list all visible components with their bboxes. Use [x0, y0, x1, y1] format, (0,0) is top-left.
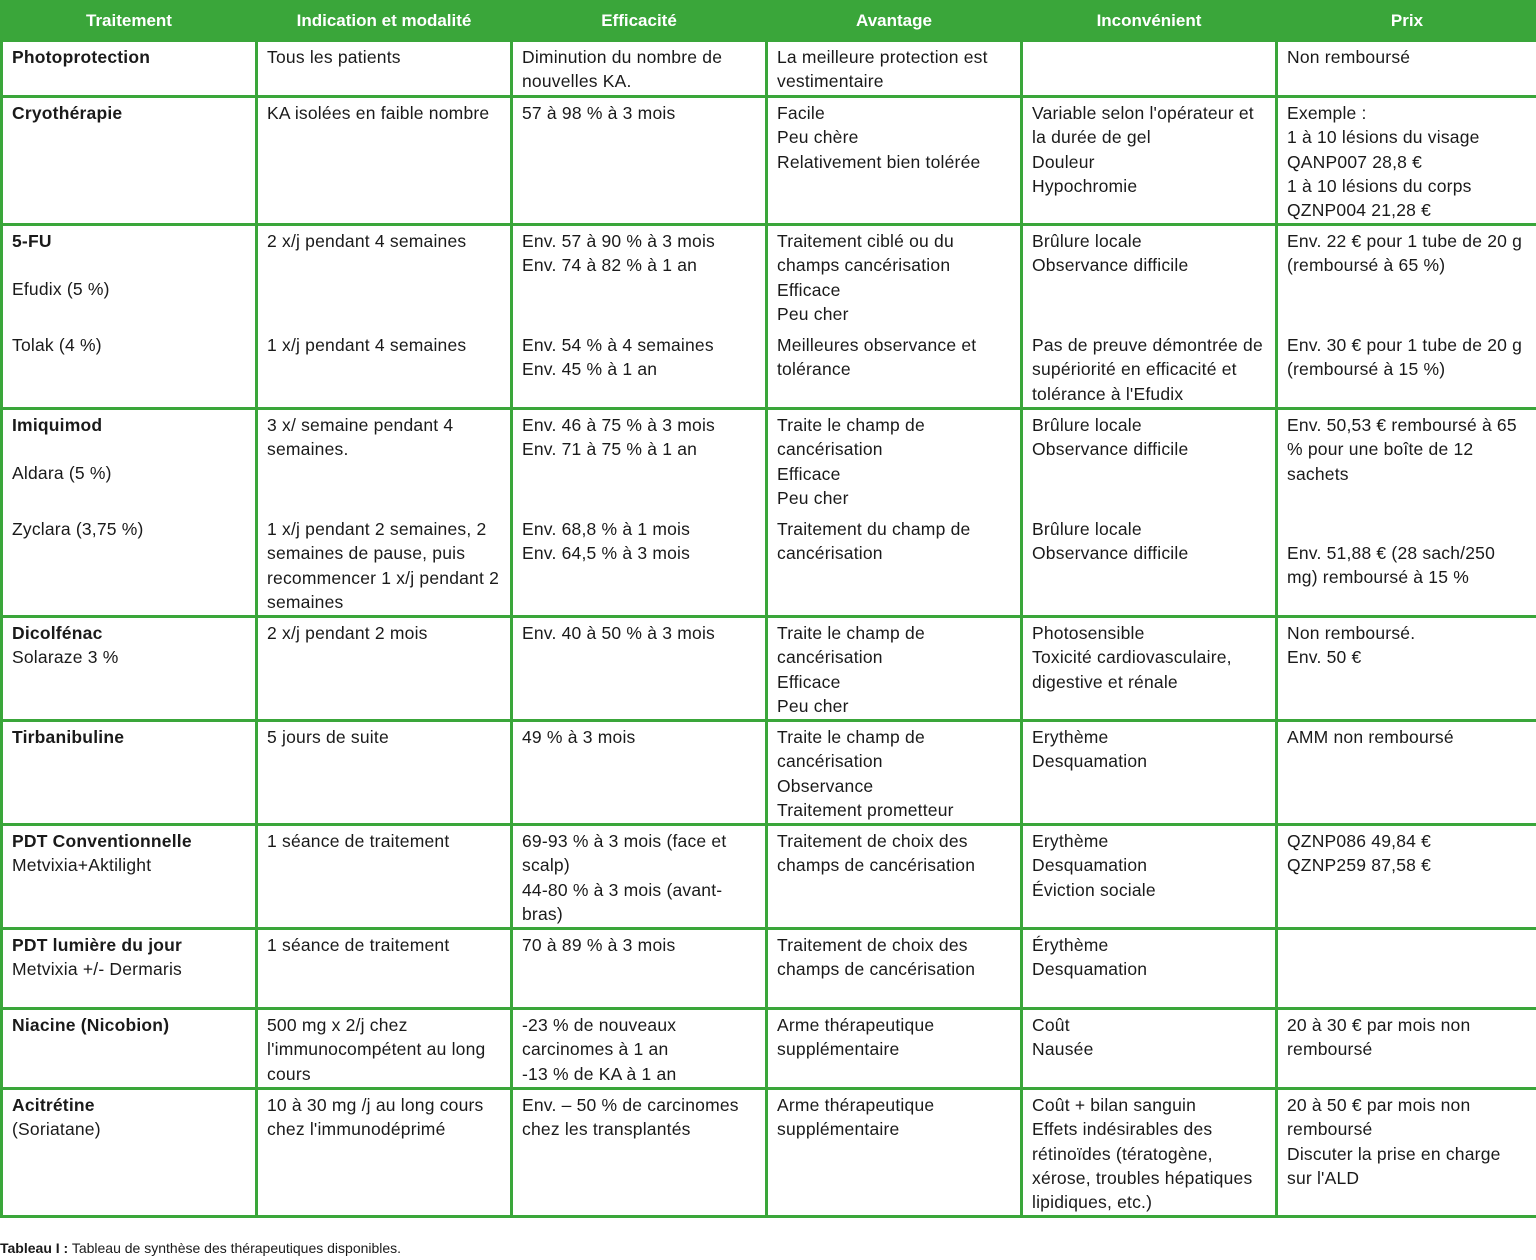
cell-prix: AMM non remboursé — [1277, 721, 1536, 825]
cell-traitement — [2, 825, 257, 929]
cell-efficacite: Env. 57 à 90 % à 3 mois Env. 74 à 82 % à 1 an Env. 54 % à 4 semaines Env. 45 % à 1 an — [512, 225, 767, 409]
cell-efficacite: Diminution du nombre de nouvelles KA. — [512, 41, 767, 97]
table-caption — [0, 1240, 401, 1256]
caption-text: Tableau de synthèse des thérapeutiques disponibles. — [68, 1240, 402, 1256]
cell-traitement — [2, 409, 257, 617]
table-row — [2, 225, 1536, 409]
cell-inconvenient: Coût + bilan sanguin Effets indésirables des rétinoïdes (tératogène, xérose, troubles hépatiques lipidiques, etc.) — [1022, 1089, 1277, 1217]
cell-prix: QZNP086 49,84 € QZNP259 87,58 € — [1277, 825, 1536, 929]
cell-traitement — [2, 1009, 257, 1089]
cell-inconvenient — [1022, 41, 1277, 97]
treatment-name: Niacine (Nicobion) — [12, 1015, 170, 1035]
treatment-product: Metvixia +/- Dermaris — [12, 959, 182, 980]
treatment-product: (Soriatane) — [12, 1119, 101, 1140]
cell-traitement — [2, 225, 257, 409]
cell-prix: Exemple : 1 à 10 lésions du visage QANP007 28,8 € 1 à 10 lésions du corps QZNP004 21,28 € — [1277, 97, 1536, 225]
cell-inconvenient: Brûlure locale Observance difficile Brûlure locale Observance difficile — [1022, 409, 1277, 617]
cell-indication: Tous les patients — [257, 41, 512, 97]
treatment-product: Metvixia+Aktilight — [12, 855, 152, 876]
cell-avantage: Traite le champ de cancérisation Efficace Peu cher Traitement du champ de cancérisation — [767, 409, 1022, 617]
cell-efficacite: Env. 46 à 75 % à 3 mois Env. 71 à 75 % à 1 an Env. 68,8 % à 1 mois Env. 64,5 % à 3 mois — [512, 409, 767, 617]
table-row — [2, 41, 1536, 97]
cell-traitement — [2, 617, 257, 721]
table-row — [2, 1009, 1536, 1089]
cell-avantage: La meilleure protection est vestimentaire — [767, 41, 1022, 97]
treatment-name: Imiquimod — [12, 415, 103, 435]
treatment-product: Zyclara (3,75 %) — [12, 518, 144, 539]
treatment-name: Photoprotection — [12, 47, 151, 67]
cell-indication: 2 x/j pendant 2 mois — [257, 617, 512, 721]
cell-avantage: Traite le champ de cancérisation Efficace Peu cher — [767, 617, 1022, 721]
table-row — [2, 97, 1536, 225]
treatment-name: PDT Conventionnelle — [12, 831, 192, 851]
cell-efficacite: Env. 40 à 50 % à 3 mois — [512, 617, 767, 721]
cell-traitement — [2, 721, 257, 825]
cell-avantage: Traitement de choix des champs de cancérisation — [767, 929, 1022, 1009]
cell-indication: 10 à 30 mg /j au long cours chez l'immunodéprimé — [257, 1089, 512, 1217]
cell-prix: Env. 22 € pour 1 tube de 20 g (remboursé à 65 %) Env. 30 € pour 1 tube de 20 g (remboursé à 15 %) — [1277, 225, 1536, 409]
cell-efficacite: 49 % à 3 mois — [512, 721, 767, 825]
cell-avantage: Traitement de choix des champs de cancérisation — [767, 825, 1022, 929]
caption-label: Tableau I : — [0, 1240, 69, 1256]
cell-inconvenient: Erythème Desquamation Éviction sociale — [1022, 825, 1277, 929]
cell-avantage: Arme thérapeutique supplémentaire — [767, 1009, 1022, 1089]
table-row — [2, 721, 1536, 825]
header-traitement: Traitement — [2, 2, 257, 41]
cell-traitement — [2, 1089, 257, 1217]
table-row — [2, 825, 1536, 929]
cell-inconvenient: Photosensible Toxicité cardiovasculaire, digestive et rénale — [1022, 617, 1277, 721]
cell-inconvenient: Erythème Desquamation — [1022, 721, 1277, 825]
cell-inconvenient: Brûlure locale Observance difficile Pas de preuve démontrée de supériorité en efficacité et tolérance à l'Efudix — [1022, 225, 1277, 409]
treatment-product: Aldara (5 %) — [12, 463, 112, 484]
table-row — [2, 929, 1536, 1009]
cell-traitement — [2, 41, 257, 97]
cell-prix: Non remboursé. Env. 50 € — [1277, 617, 1536, 721]
cell-prix: 20 à 50 € par mois non remboursé Discuter la prise en charge sur l'ALD — [1277, 1089, 1536, 1217]
header-avantage: Avantage — [767, 2, 1022, 41]
table-row — [2, 409, 1536, 617]
treatment-name: 5-FU — [12, 231, 52, 251]
treatment-product: Solaraze 3 % — [12, 647, 119, 668]
cell-prix — [1277, 929, 1536, 1009]
cell-avantage: Traite le champ de cancérisation Observance Traitement prometteur — [767, 721, 1022, 825]
cell-prix: Non remboursé — [1277, 41, 1536, 97]
cell-indication: 3 x/ semaine pendant 4 semaines. 1 x/j pendant 2 semaines, 2 semaines de pause, puis recommencer 1 x/j pendant 2 semaines — [257, 409, 512, 617]
cell-efficacite: 70 à 89 % à 3 mois — [512, 929, 767, 1009]
treatment-name: Cryothérapie — [12, 103, 123, 123]
cell-indication: 1 séance de traitement — [257, 825, 512, 929]
cell-avantage: Traitement ciblé ou du champs cancérisation Efficace Peu cher Meilleures observance et tolérance — [767, 225, 1022, 409]
cell-prix: 20 à 30 € par mois non remboursé — [1277, 1009, 1536, 1089]
cell-inconvenient: Variable selon l'opérateur et la durée de gel Douleur Hypochromie — [1022, 97, 1277, 225]
cell-prix: Env. 50,53 € remboursé à 65 % pour une boîte de 12 sachets Env. 51,88 € (28 sach/250 mg) remboursé à 15 % — [1277, 409, 1536, 617]
header-row — [2, 2, 1536, 41]
cell-traitement — [2, 929, 257, 1009]
table-row — [2, 617, 1536, 721]
table-row — [2, 1089, 1536, 1217]
header-efficacite: Efficacité — [512, 2, 767, 41]
treatment-product: Efudix (5 %) — [12, 279, 110, 300]
treatment-product: Tolak (4 %) — [12, 334, 102, 355]
treatment-name: Dicolfénac — [12, 623, 103, 643]
cell-indication: 1 séance de traitement — [257, 929, 512, 1009]
treatment-name: Tirbanibuline — [12, 727, 125, 747]
cell-efficacite: -23 % de nouveaux carcinomes à 1 an -13 % de KA à 1 an — [512, 1009, 767, 1089]
header-inconvenient: Inconvénient — [1022, 2, 1277, 41]
cell-indication: 2 x/j pendant 4 semaines 1 x/j pendant 4 semaines — [257, 225, 512, 409]
cell-indication: 500 mg x 2/j chez l'immunocompétent au long cours — [257, 1009, 512, 1089]
cell-efficacite: 57 à 98 % à 3 mois — [512, 97, 767, 225]
treatment-name: PDT lumière du jour — [12, 935, 183, 955]
cell-efficacite: Env. – 50 % de carcinomes chez les transplantés — [512, 1089, 767, 1217]
cell-avantage: Facile Peu chère Relativement bien tolérée — [767, 97, 1022, 225]
cell-efficacite: 69-93 % à 3 mois (face et scalp) 44-80 % à 3 mois (avant-bras) — [512, 825, 767, 929]
cell-indication: 5 jours de suite — [257, 721, 512, 825]
cell-indication: KA isolées en faible nombre — [257, 97, 512, 225]
header-indication: Indication et modalité — [257, 2, 512, 41]
header-prix: Prix — [1277, 2, 1536, 41]
cell-avantage: Arme thérapeutique supplémentaire — [767, 1089, 1022, 1217]
treatment-name: Acitrétine — [12, 1095, 95, 1115]
cell-inconvenient: Érythème Desquamation — [1022, 929, 1277, 1009]
cell-traitement — [2, 97, 257, 225]
cell-inconvenient: Coût Nausée — [1022, 1009, 1277, 1089]
